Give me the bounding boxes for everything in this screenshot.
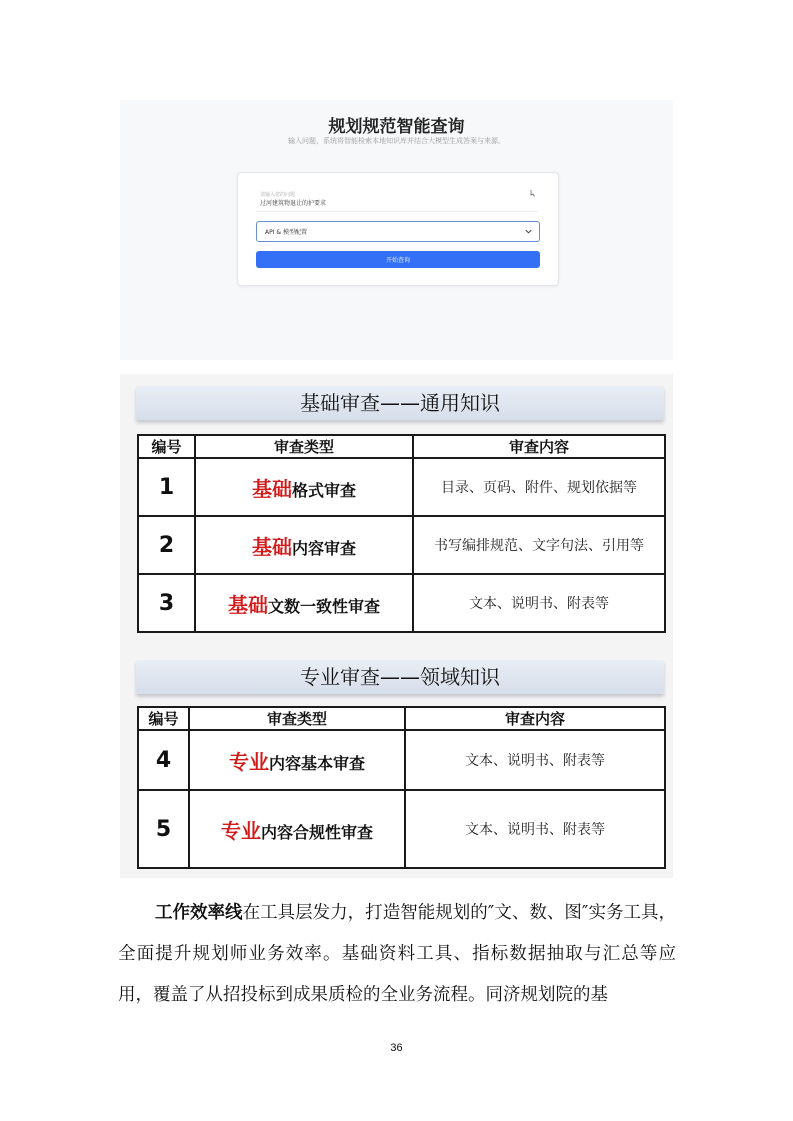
row-content: 书写编排规范、文字句法、引用等 bbox=[413, 516, 665, 574]
type-name: 内容基本审查 bbox=[268, 753, 365, 773]
table-header-row bbox=[138, 435, 665, 458]
row-number: 2 bbox=[138, 516, 195, 574]
paragraph-text: 在工具层发力，打造智能规划的″文、数、图″实务工具，全面提升规划师业务效率。基础资料工具、指标数据抽取与汇总等应用，覆盖了从招投标到成果质检的全业务流程。同济规划院的基 bbox=[118, 903, 677, 1005]
page-number: 36 bbox=[390, 1042, 403, 1054]
query-title: 规划规范智能查询 bbox=[328, 117, 465, 137]
row-type bbox=[195, 516, 413, 574]
row-content: 文本、说明书、附表等 bbox=[405, 730, 665, 790]
row-number: 3 bbox=[138, 574, 195, 632]
type-prefix: 专业 bbox=[228, 749, 269, 774]
type-name: 内容合规性审查 bbox=[260, 822, 373, 842]
basic-review-table bbox=[137, 434, 666, 633]
body-paragraph bbox=[118, 893, 676, 1016]
table-row bbox=[138, 574, 665, 632]
header-number: 编号 bbox=[138, 435, 195, 458]
table-row bbox=[138, 516, 665, 574]
table-row bbox=[138, 730, 665, 790]
pro-review-banner: 专业审查——领域知识 bbox=[136, 660, 664, 694]
table-row bbox=[138, 458, 665, 516]
header-content: 审查内容 bbox=[413, 435, 665, 458]
row-type bbox=[189, 730, 405, 790]
header-content: 审查内容 bbox=[405, 707, 665, 730]
table-header-row bbox=[138, 707, 665, 730]
type-prefix: 基础 bbox=[251, 476, 292, 501]
header-type: 审查类型 bbox=[195, 435, 413, 458]
api-config-label: API & 模型配置 bbox=[265, 229, 307, 236]
row-number: 5 bbox=[138, 790, 189, 868]
question-value: 过河建筑物退让的护要求 bbox=[260, 200, 327, 207]
query-ui-screenshot bbox=[120, 100, 673, 360]
query-card bbox=[237, 172, 559, 286]
header-number: 编号 bbox=[138, 707, 189, 730]
row-type bbox=[195, 574, 413, 632]
chevron-down-icon bbox=[524, 227, 533, 236]
review-tables-screenshot bbox=[120, 374, 673, 878]
row-content: 目录、页码、附件、规划依据等 bbox=[413, 458, 665, 516]
type-prefix: 专业 bbox=[220, 818, 261, 843]
row-content: 文本、说明书、附表等 bbox=[413, 574, 665, 632]
type-prefix: 基础 bbox=[227, 592, 268, 617]
resize-handle-icon[interactable] bbox=[530, 189, 536, 197]
type-name: 格式审查 bbox=[291, 480, 356, 500]
row-number: 1 bbox=[138, 458, 195, 516]
question-input[interactable] bbox=[256, 187, 538, 212]
basic-review-banner: 基础审查——通用知识 bbox=[136, 386, 664, 420]
row-type bbox=[189, 790, 405, 868]
pro-review-table bbox=[137, 706, 666, 869]
paragraph-lead: 工作效率线 bbox=[155, 903, 243, 923]
type-name: 内容审查 bbox=[291, 538, 356, 558]
api-config-select[interactable] bbox=[256, 221, 540, 242]
question-placeholder: 请输入您的问题 bbox=[260, 192, 296, 198]
type-name: 文数一致性审查 bbox=[267, 596, 380, 616]
row-content: 文本、说明书、附表等 bbox=[405, 790, 665, 868]
header-type: 审查类型 bbox=[189, 707, 405, 730]
row-type bbox=[195, 458, 413, 516]
table-row bbox=[138, 790, 665, 868]
row-number: 4 bbox=[138, 730, 189, 790]
start-query-button[interactable]: 开始查询 bbox=[256, 251, 540, 268]
type-prefix: 基础 bbox=[251, 534, 292, 559]
query-subtitle: 输入问题，系统将智能检索本地知识库并结合大模型生成答案与来源。 bbox=[288, 137, 505, 145]
